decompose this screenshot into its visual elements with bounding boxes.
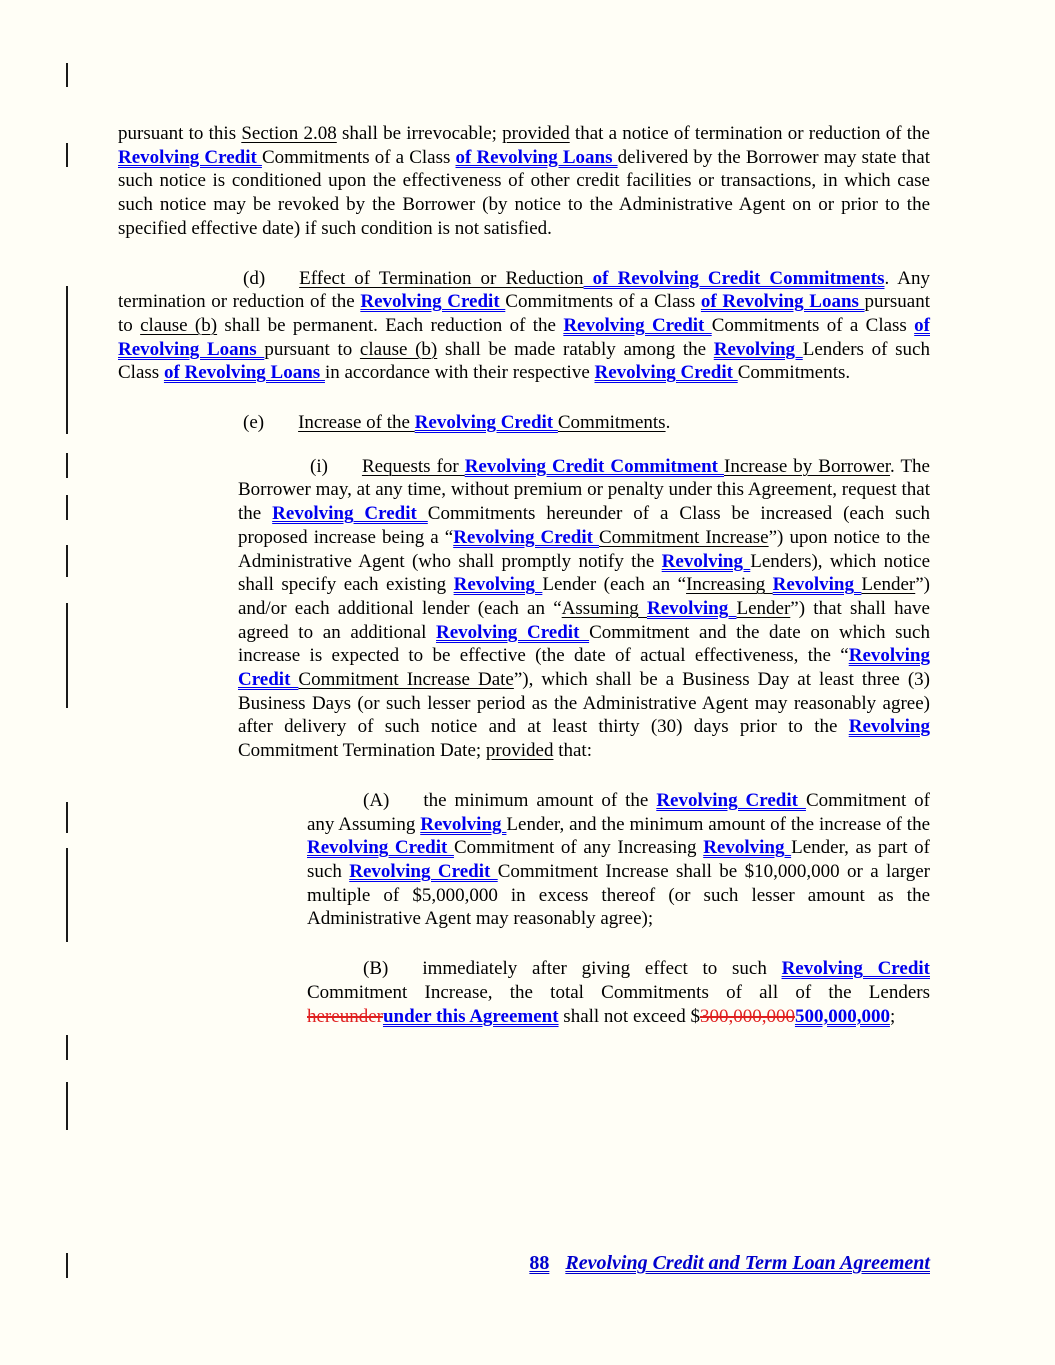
text-run: Lender (each an “: [542, 574, 687, 596]
inserted-text: Revolving Credit: [563, 314, 712, 336]
change-bar: [66, 848, 68, 942]
change-bar: [66, 802, 68, 833]
inserted-text: Revolving Credit Commitment: [464, 455, 725, 477]
text-run: . Any termination or reduction of the: [118, 267, 930, 313]
change-bar: [66, 286, 68, 434]
inserted-text: of Revolving Loans: [118, 314, 930, 360]
text-run: Commitments.: [737, 362, 851, 384]
text-run: delivered by the Borrower may state that such notice is conditioned upon the effectiveness of other credit facilities or transactions, in which case such notice may be revoked by the Borrower (by notice to the Administrative Agent on or prior to the specified effective date) if such condition is not satisfied.: [118, 146, 931, 239]
text-run: Commitment Increase, the total Commitments of all of the Lenders: [307, 981, 930, 1003]
underlined-term: Section 2.08: [241, 123, 337, 144]
text-run: pursuant to this: [118, 123, 242, 144]
underlined-term: Commitment Increase: [599, 526, 769, 548]
paragraph-e-i: [238, 455, 930, 763]
page-footer: [118, 1252, 930, 1275]
deleted-text: 300,000,000: [699, 1005, 795, 1027]
underlined-term: Commitment Increase Date: [298, 669, 514, 691]
change-bar: [66, 1253, 68, 1278]
paragraph-e-i-A: [307, 789, 930, 931]
text-run: shall not exceed $: [558, 1005, 700, 1027]
text-run: (d): [243, 267, 266, 289]
underlined-term: Lender: [736, 597, 791, 619]
inserted-text: Revolving: [703, 837, 792, 859]
text-run: Commitments of a Class: [261, 146, 456, 168]
inserted-text: Revolving: [420, 813, 507, 835]
inserted-text: Revolving Credit: [307, 837, 454, 859]
text-run: Commitments of a Class: [505, 291, 701, 313]
inserted-text: Revolving: [772, 574, 862, 596]
text-run: in accordance with their respective: [324, 362, 595, 384]
inserted-text: Revolving Credit: [414, 412, 558, 434]
underlined-term: provided: [485, 740, 554, 762]
text-run: (B): [363, 958, 389, 980]
underlined-term: Requests for: [361, 455, 465, 477]
underlined-term: Increase by Borrower: [724, 455, 891, 477]
inserted-text: Revolving Credit: [238, 645, 930, 691]
underlined-term: Increase of the: [298, 412, 415, 434]
text-run: Lenders of such Class: [118, 338, 930, 384]
inserted-text: Revolving Credit: [436, 621, 590, 643]
text-run: immediately after giving effect to such: [422, 958, 782, 980]
inserted-text: Revolving: [661, 550, 751, 572]
inserted-text: Revolving Credit: [453, 526, 599, 548]
text-run: Commitment Increase shall be $10,000,000 or a larger multiple of $5,000,000 in excess thereof (or such lesser amount as the Administrative Agent may reasonably agree);: [307, 860, 931, 930]
change-bar: [66, 453, 68, 478]
inserted-text: of Revolving Loans: [455, 146, 618, 168]
change-bar: [66, 63, 68, 87]
inserted-text: 500,000,000: [794, 1005, 890, 1027]
text-run: Commitment of any Assuming: [307, 789, 931, 835]
page-number: 88: [529, 1252, 550, 1274]
inserted-text: Revolving: [848, 716, 930, 738]
change-bar: [66, 603, 68, 708]
text-run: that a notice of termination or reduction of the: [569, 123, 930, 144]
inserted-text: under this Agreement: [382, 1005, 559, 1027]
text-run: Commitment and the date on which such increase is expected to be effective (the date of actual effectiveness, the “: [238, 621, 930, 667]
change-bar: [66, 495, 68, 520]
paragraph-continuation: [118, 122, 930, 241]
deleted-text: hereunder: [307, 1005, 383, 1027]
paragraph-e-i-B: [307, 957, 930, 1028]
text-run: Commitments of a Class: [711, 314, 915, 336]
inserted-text: Revolving Credit: [360, 291, 506, 313]
text-run: that:: [553, 740, 592, 762]
change-bar: [66, 143, 68, 167]
inserted-text: Revolving Credit: [118, 146, 262, 168]
paragraph-d: [118, 267, 930, 386]
text-run: the minimum amount of the: [423, 789, 657, 811]
inserted-text: Revolving Credit: [272, 503, 428, 525]
change-bar: [66, 1082, 68, 1130]
text-run: shall be permanent. Each reduction of the: [217, 314, 564, 336]
inserted-text: Revolving Credit: [349, 860, 498, 882]
inserted-text: of Revolving Credit Commitments: [583, 267, 885, 289]
text-run: Lender, as part of such: [307, 837, 930, 882]
text-run: pursuant to: [118, 291, 930, 336]
change-bar: [66, 545, 68, 577]
underlined-term: clause (b): [359, 338, 438, 360]
underlined-term: Effect of Termination or Reduction: [299, 267, 584, 289]
document-body: [118, 0, 930, 1054]
inserted-text: of Revolving Loans: [163, 362, 325, 384]
inserted-text: Revolving Credit: [594, 362, 738, 384]
text-run: (i): [310, 455, 328, 477]
text-run: ”), which shall be a Business Day at least three (3) Business Days (or such lesser period as the Administrative Agent may reasonably agree) after delivery of such notice and at least thirty (30) days prior to the: [238, 669, 930, 738]
text-run: .: [665, 412, 671, 434]
text-run: shall be irrevocable;: [336, 123, 503, 144]
text-run: ;: [889, 1005, 896, 1027]
text-run: ”) and/or each additional lender (each an “: [238, 574, 930, 619]
inserted-text: Revolving Credit: [656, 789, 806, 811]
text-run: Commitment of any Increasing: [453, 837, 704, 859]
inserted-text: Revolving Credit: [781, 958, 930, 980]
underlined-term: Lender: [861, 574, 916, 596]
text-run: shall be made ratably among the: [437, 338, 714, 360]
text-run: . The Borrower may, at any time, without premium or penalty under this Agreement, request that the: [238, 455, 930, 525]
underlined-term: clause (b): [140, 314, 218, 336]
text-run: Commitment Termination Date;: [238, 740, 486, 762]
inserted-text: Revolving: [713, 338, 803, 360]
paragraph-e: [118, 411, 930, 435]
underlined-term: Assuming: [561, 597, 647, 619]
text-run: (e): [243, 412, 265, 434]
footer-document-title: Revolving Credit and Term Loan Agreement: [565, 1252, 930, 1274]
underlined-term: provided: [502, 123, 570, 144]
text-run: ”) that shall have agreed to an additional: [238, 597, 930, 643]
text-run: pursuant to: [264, 338, 360, 360]
inserted-text: of Revolving Loans: [700, 291, 865, 313]
text-run: Commitments hereunder of a Class be increased (each such proposed increase being a “: [238, 503, 931, 548]
text-run: Lenders), which notice shall specify each existing: [238, 550, 930, 596]
inserted-text: Revolving: [453, 574, 543, 596]
text-run: ”) upon notice to the Administrative Agent (who shall promptly notify the: [238, 526, 931, 572]
change-bar: [66, 1035, 68, 1060]
inserted-text: Revolving: [646, 597, 737, 619]
text-run: Lender, and the minimum amount of the increase of the: [506, 813, 931, 835]
underlined-term: Increasing: [686, 574, 773, 596]
text-run: (A): [363, 789, 390, 811]
underlined-term: Commitments: [557, 412, 666, 434]
